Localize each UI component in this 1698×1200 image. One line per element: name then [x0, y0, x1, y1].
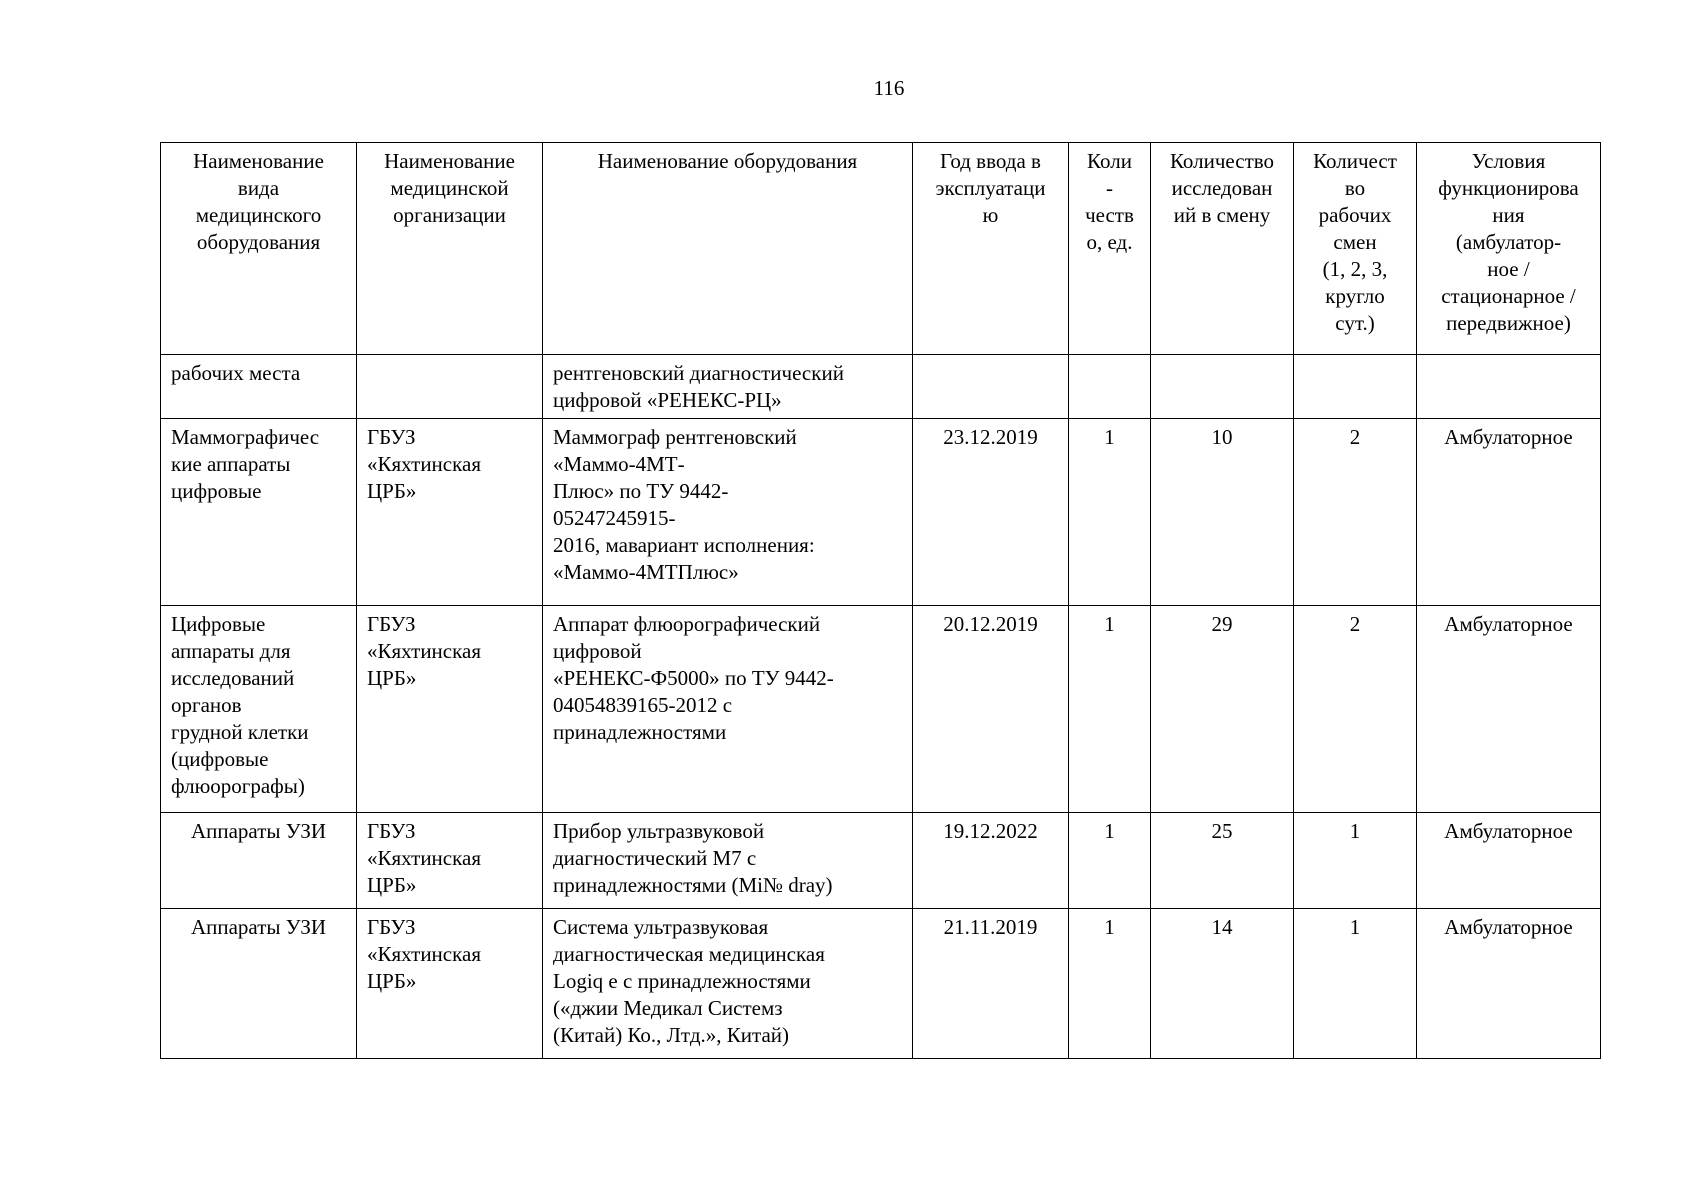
cell-text-line: диагностический М7 с — [553, 846, 757, 870]
cell-text-line: (Китай) Ко., Лтд.», Китай) — [553, 1023, 789, 1047]
table-row — [161, 813, 1601, 909]
cell-shifts: 1 — [1294, 813, 1417, 909]
cell-text-line: ЦРБ» — [367, 873, 417, 897]
cell-text-line: принадлежностями — [553, 720, 727, 744]
cell-studies: 10 — [1151, 419, 1294, 606]
cell-text-line: 04054839165-2012 с — [553, 693, 733, 717]
cell-text-line: Прибор ультразвуковой — [553, 819, 765, 843]
cell-text-line: стационарное / — [1441, 284, 1576, 308]
equipment-table — [160, 142, 1601, 1059]
cell-organization — [357, 606, 543, 813]
cell-equipment-name — [543, 606, 913, 813]
cell-text-line: (амбулатор- — [1455, 230, 1562, 254]
cell-text-line: Условия — [1471, 149, 1546, 173]
cell-conditions — [1417, 355, 1601, 419]
cell-text-line: Аппарат флюорографический — [553, 612, 821, 636]
cell-year: 20.12.2019 — [913, 606, 1069, 813]
cell-conditions: Амбулаторное — [1417, 419, 1601, 606]
cell-text-line: органов — [171, 693, 242, 717]
cell-text-line: кругло — [1325, 284, 1385, 308]
cell-text-line: Год ввода в — [940, 149, 1041, 173]
cell-year — [913, 355, 1069, 419]
cell-text-line: 2016, мавариант исполнения: — [553, 533, 815, 557]
cell-year: 21.11.2019 — [913, 909, 1069, 1059]
cell-shifts: 2 — [1294, 606, 1417, 813]
cell-text-line: во — [1344, 176, 1366, 200]
cell-equipment-name — [543, 355, 913, 419]
table-row — [161, 606, 1601, 813]
cell-text-line: медицинского — [195, 203, 322, 227]
cell-quantity: 1 — [1069, 419, 1151, 606]
cell-shifts: 1 — [1294, 909, 1417, 1059]
header-commissioning-year — [913, 143, 1069, 355]
cell-text-line: ния — [1492, 203, 1525, 227]
cell-organization — [357, 909, 543, 1059]
cell-text-line: ГБУЗ — [367, 819, 416, 843]
cell-text-line: ГБУЗ — [367, 915, 416, 939]
cell-organization — [357, 813, 543, 909]
cell-shifts: 2 — [1294, 419, 1417, 606]
cell-text-line: исследований — [171, 666, 295, 690]
cell-text-line: Аппараты УЗИ — [190, 819, 327, 843]
cell-equipment-type — [161, 909, 357, 1059]
cell-quantity: 1 — [1069, 606, 1151, 813]
cell-year: 23.12.2019 — [913, 419, 1069, 606]
cell-text-line: ю — [982, 203, 999, 227]
cell-equipment-name — [543, 909, 913, 1059]
cell-studies: 25 — [1151, 813, 1294, 909]
cell-organization — [357, 355, 543, 419]
cell-equipment-type — [161, 419, 357, 606]
cell-text-line: смен — [1333, 230, 1377, 254]
cell-text-line: Наименование — [193, 149, 324, 173]
cell-text-line: цифровые — [171, 479, 262, 503]
table-header-row — [161, 143, 1601, 355]
cell-studies: 14 — [1151, 909, 1294, 1059]
cell-text-line: Маммограф рентгеновский — [553, 425, 797, 449]
cell-text-line: грудной клетки — [171, 720, 309, 744]
cell-text-line: - — [1106, 176, 1113, 200]
header-operating-conditions — [1417, 143, 1601, 355]
cell-text-line: Наименование — [384, 149, 515, 173]
cell-text-line: ное / — [1487, 257, 1530, 281]
cell-text-line: «Маммо-4МТ- — [553, 452, 685, 476]
cell-equipment-name — [543, 813, 913, 909]
cell-text-line: эксплуатаци — [935, 176, 1046, 200]
cell-quantity: 1 — [1069, 909, 1151, 1059]
cell-text-line: (1, 2, 3, — [1322, 257, 1388, 281]
cell-text-line: Плюс» по ТУ 9442- — [553, 479, 729, 503]
table-row — [161, 419, 1601, 606]
header-equipment-type — [161, 143, 357, 355]
cell-studies — [1151, 355, 1294, 419]
cell-text-line: «Кяхтинская — [367, 942, 481, 966]
cell-text-line: Маммографичес — [171, 425, 320, 449]
cell-text-line: сут.) — [1335, 311, 1375, 335]
cell-year: 19.12.2022 — [913, 813, 1069, 909]
cell-text-line: 05247245915- — [553, 506, 676, 530]
cell-equipment-name — [543, 419, 913, 606]
cell-conditions: Амбулаторное — [1417, 909, 1601, 1059]
cell-text-line: ГБУЗ — [367, 612, 416, 636]
cell-text-line: диагностическая медицинская — [553, 942, 825, 966]
cell-equipment-type — [161, 606, 357, 813]
header-quantity — [1069, 143, 1151, 355]
cell-text-line: честв — [1085, 203, 1134, 227]
cell-text-line: Количест — [1313, 149, 1397, 173]
cell-quantity — [1069, 355, 1151, 419]
cell-text-line: аппараты для — [171, 639, 291, 663]
cell-text-line: ЦРБ» — [367, 666, 417, 690]
cell-text-line: рабочих места — [171, 361, 301, 385]
cell-text-line: исследован — [1171, 176, 1273, 200]
cell-organization — [357, 419, 543, 606]
header-organization — [357, 143, 543, 355]
cell-text-line: организации — [393, 203, 506, 227]
cell-studies: 29 — [1151, 606, 1294, 813]
cell-equipment-type — [161, 813, 357, 909]
cell-conditions: Амбулаторное — [1417, 606, 1601, 813]
cell-text-line: рентгеновский диагностический — [553, 361, 844, 385]
cell-text-line: Аппараты УЗИ — [190, 915, 327, 939]
cell-text-line: принадлежностями (Mi№ dray) — [553, 873, 833, 897]
cell-text-line: ий в смену — [1173, 203, 1271, 227]
cell-text-line: Количество — [1169, 149, 1275, 173]
header-studies-per-shift — [1151, 143, 1294, 355]
cell-text-line: кие аппараты — [171, 452, 291, 476]
cell-text-line: оборудования — [196, 230, 321, 254]
cell-shifts — [1294, 355, 1417, 419]
header-equipment-name — [543, 143, 913, 355]
cell-text-line: ГБУЗ — [367, 425, 416, 449]
cell-text-line: Коли — [1087, 149, 1132, 173]
cell-text-line: цифровой — [553, 639, 642, 663]
cell-text-line: Logiq e с принадлежностями — [553, 969, 811, 993]
table-row — [161, 909, 1601, 1059]
cell-text-line: «Кяхтинская — [367, 452, 481, 476]
cell-text-line: «РЕНЕКС-Ф5000» по ТУ 9442- — [553, 666, 834, 690]
cell-text-line: о, ед. — [1086, 230, 1133, 254]
header-shift-count — [1294, 143, 1417, 355]
cell-text-line: (цифровые — [171, 747, 269, 771]
table-row — [161, 355, 1601, 419]
cell-text-line: Наименование оборудования — [597, 149, 858, 173]
cell-text-line: передвижное) — [1446, 311, 1571, 335]
cell-text-line: ЦРБ» — [367, 969, 417, 993]
cell-text-line: цифровой «РЕНЕКС-РЦ» — [553, 388, 782, 412]
cell-equipment-type — [161, 355, 357, 419]
cell-quantity: 1 — [1069, 813, 1151, 909]
cell-text-line: флюорографы) — [171, 774, 305, 798]
cell-text-line: «Кяхтинская — [367, 639, 481, 663]
cell-text-line: «Кяхтинская — [367, 846, 481, 870]
cell-text-line: медицинской — [390, 176, 509, 200]
cell-text-line: вида — [237, 176, 280, 200]
cell-text-line: рабочих — [1318, 203, 1392, 227]
page-number: 116 — [873, 76, 905, 100]
cell-text-line: («джии Медикал Системз — [553, 996, 783, 1020]
cell-text-line: Система ультразвуковая — [553, 915, 769, 939]
cell-text-line: ЦРБ» — [367, 479, 417, 503]
cell-text-line: Цифровые — [171, 612, 266, 636]
cell-text-line: «Маммо-4МТПлюс» — [553, 560, 739, 584]
cell-conditions: Амбулаторное — [1417, 813, 1601, 909]
cell-text-line: функционирова — [1438, 176, 1579, 200]
